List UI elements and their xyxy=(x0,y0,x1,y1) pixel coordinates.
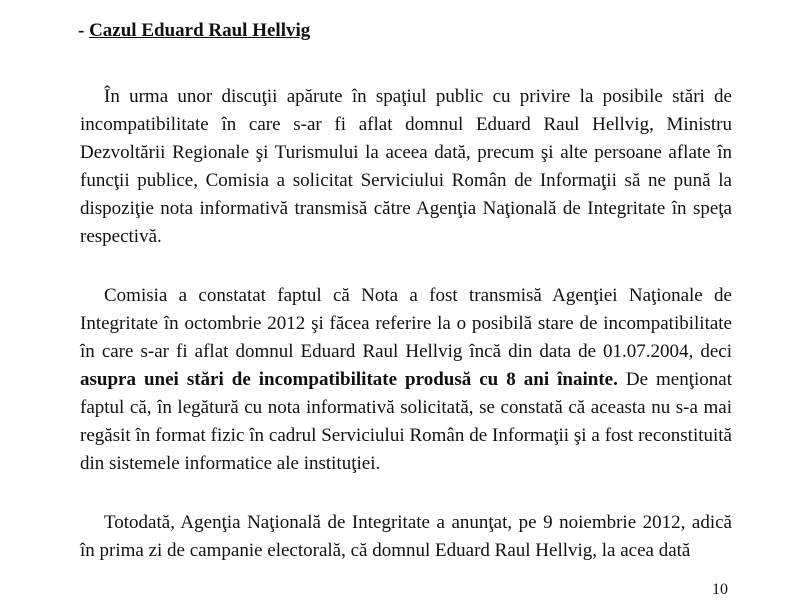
page-number: 10 xyxy=(712,581,728,598)
section-heading xyxy=(78,20,310,42)
paragraph-2-text-after: De menţionat faptul că, în legătură cu nota informativă solicitată, se constată că aceasta nu s-a mai regăsit în format fizic în cadrul Serviciului Român de Informaţii şi a fost reconstituită din sistemele informatice ale instituţiei. xyxy=(80,369,732,474)
heading-title: Cazul Eduard Raul Hellvig xyxy=(89,20,311,41)
paragraph-2-bold-text: asupra unei stări de incompatibilitate produsă cu 8 ani înainte. xyxy=(80,369,618,390)
paragraph-1 xyxy=(80,83,732,251)
paragraph-3 xyxy=(80,509,732,565)
paragraph-1-text: În urma unor discuţii apărute în spaţiul public cu privire la posibile stări de incompatibilitate în care s-ar fi aflat domnul Eduard Raul Hellvig, Ministru Dezvoltării Regionale şi Turismului la aceea dată, precum şi alte persoane aflate în funcţii publice, Comisia a solicitat Serviciului Român de Informaţii să ne pună la dispoziţie nota informativă transmisă către Agenţia Naţională de Integritate în speţa respectivă. xyxy=(80,86,732,247)
paragraph-3-text: Totodată, Agenţia Naţională de Integritate a anunţat, pe 9 noiembrie 2012, adică în prima zi de campanie electorală, că domnul Eduard Raul Hellvig, la acea dată xyxy=(80,512,732,561)
heading-dash: - xyxy=(78,20,90,41)
paragraph-2-text-before: Comisia a constatat faptul că Nota a fost transmisă Agenţiei Naţionale de Integritate în octombrie 2012 şi făcea referire la o posibilă stare de incompatibilitate în care s-ar fi aflat domnul Eduard Raul Hellvig încă din data de 01.07.2004, deci xyxy=(80,285,732,362)
paragraph-2 xyxy=(80,282,732,478)
